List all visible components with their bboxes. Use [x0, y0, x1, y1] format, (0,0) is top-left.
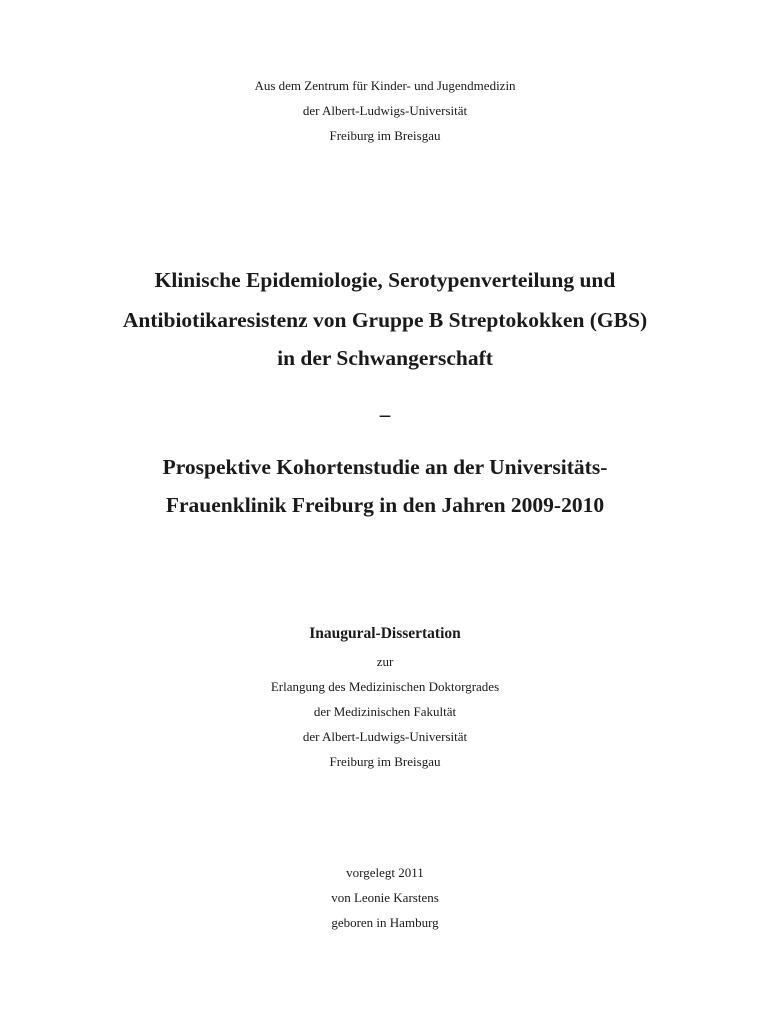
author-submitted-line: vorgelegt 2011: [346, 865, 424, 880]
header-center-line: Aus dem Zentrum für Kinder- und Jugendmedizin: [254, 78, 516, 93]
title-separator: –: [379, 402, 391, 426]
dissertation-line-city: Freiburg im Breisgau: [329, 754, 441, 769]
author-name-line: von Leonie Karstens: [331, 890, 439, 905]
dissertation-line-degree: Erlangung des Medizinischen Doktorgrades: [270, 679, 500, 694]
dissertation-line-zur: zur: [376, 654, 394, 669]
title-line-2: Antibiotikaresistenz von Gruppe B Streptokokken (GBS): [122, 308, 648, 332]
dissertation-line-faculty: der Medizinischen Fakultät: [313, 704, 457, 719]
title-line-1: Klinische Epidemiologie, Serotypenverteilung und: [154, 268, 616, 292]
title-line-5: Frauenklinik Freiburg in den Jahren 2009-2010: [165, 493, 605, 517]
title-line-3: in der Schwangerschaft: [277, 346, 493, 370]
dissertation-heading: Inaugural-Dissertation: [309, 625, 461, 642]
author-birthplace-line: geboren in Hamburg: [331, 915, 439, 930]
dissertation-line-university: der Albert-Ludwigs-Universität: [302, 729, 468, 744]
title-line-4: Prospektive Kohortenstudie an der Universitäts-: [162, 455, 608, 479]
header-city-line: Freiburg im Breisgau: [329, 128, 441, 143]
header-university-line: der Albert-Ludwigs-Universität: [302, 103, 468, 118]
